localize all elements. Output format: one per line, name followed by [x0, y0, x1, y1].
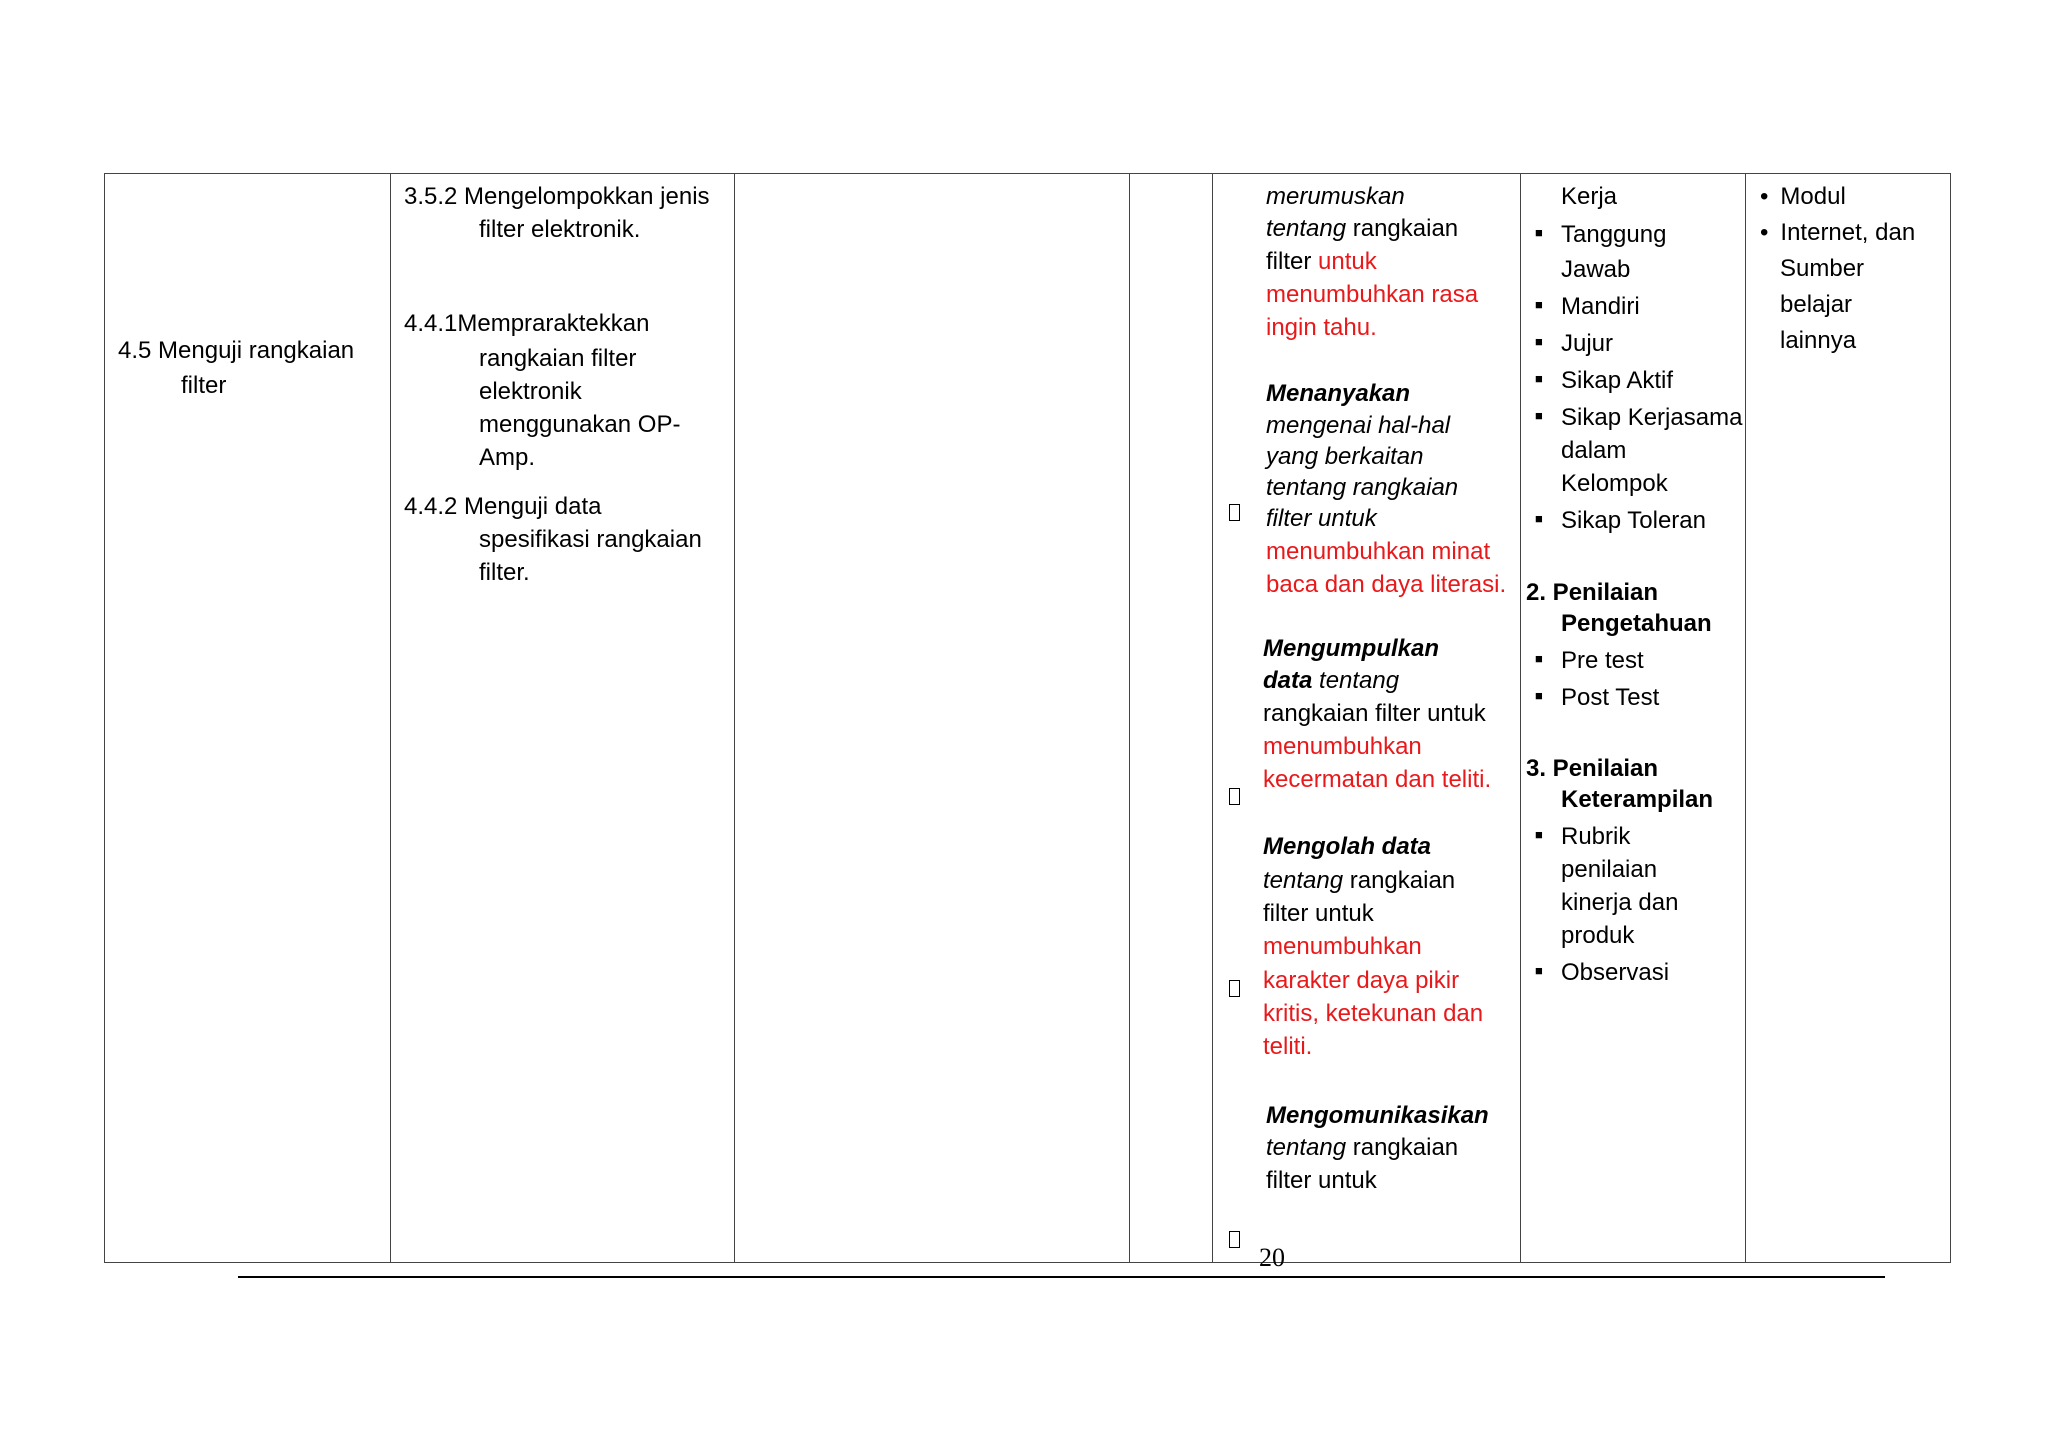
indicator-text: filter elektronik. — [479, 216, 641, 243]
activity-text: menumbuhkan — [1263, 733, 1422, 760]
assessment-item: ■ Rubrik — [1535, 823, 1631, 850]
assessment-item: ■ Sikap Toleran — [1535, 507, 1706, 534]
indicator-text: rangkaian filter — [479, 345, 637, 372]
assessment-item: ■ Sikap Kerjasama — [1535, 404, 1743, 431]
activity-text: baca dan daya literasi. — [1266, 571, 1507, 598]
indicator-text: spesifikasi rangkaian — [479, 526, 702, 553]
assessment-text: Kerja — [1561, 183, 1618, 210]
assessment-item: ■ Sikap Aktif — [1535, 367, 1674, 394]
resource-text: Sumber — [1780, 255, 1865, 282]
resource-item: • Modul — [1760, 183, 1846, 210]
activity-text: filter untuk — [1263, 900, 1374, 927]
activity-text: filter untuk — [1266, 1167, 1377, 1194]
resource-text: belajar — [1780, 291, 1853, 318]
assessment-text: dalam — [1561, 437, 1627, 464]
assessment-item: ■ Jujur — [1535, 330, 1614, 357]
column-divider — [1745, 173, 1746, 1263]
activity-text: mengenai hal-hal — [1266, 412, 1451, 439]
column-divider — [390, 173, 391, 1263]
activity-text: tentang rangkaian — [1266, 215, 1459, 242]
activity-text: filter untuk — [1266, 248, 1377, 275]
assessment-heading: Keterampilan — [1561, 786, 1714, 813]
resource-item: • Internet, dan — [1760, 219, 1916, 246]
indicator-text: elektronik — [479, 378, 582, 405]
assessment-heading: 3. Penilaian — [1526, 755, 1659, 782]
activity-text: tentang rangkaian — [1266, 474, 1459, 501]
activity-text: filter untuk — [1266, 505, 1377, 532]
activity-heading: Menanyakan — [1266, 380, 1411, 407]
indicator-text: 3.5.2 Mengelompokkan jenis — [404, 183, 710, 210]
column-divider — [1129, 173, 1130, 1263]
column-divider — [734, 173, 735, 1263]
table-frame — [104, 173, 1951, 1263]
column-divider — [1520, 173, 1521, 1263]
assessment-item: ■ Observasi — [1535, 959, 1670, 986]
resource-text: lainnya — [1780, 327, 1857, 354]
activity-heading: Mengomunikasikan — [1266, 1102, 1489, 1129]
assessment-text: penilaian — [1561, 856, 1658, 883]
indicator-text: 4.4.1Mempraraktekkan — [404, 310, 650, 337]
activity-text: karakter daya pikir — [1263, 967, 1460, 994]
activity-text: tentang rangkaian — [1266, 1134, 1459, 1161]
assessment-heading: Pengetahuan — [1561, 610, 1712, 637]
activity-text: menumbuhkan minat — [1266, 538, 1491, 565]
activity-text: menumbuhkan — [1263, 933, 1422, 960]
checkbox-icon — [1229, 788, 1240, 805]
assessment-text: Jawab — [1561, 256, 1631, 283]
activity-heading: Mengolah data — [1263, 833, 1432, 860]
indicator-text: 4.4.2 Menguji data — [404, 493, 602, 520]
activity-text: teliti. — [1263, 1033, 1313, 1060]
activity-text: rangkaian filter untuk — [1263, 700, 1486, 727]
footer-rule — [238, 1276, 1885, 1278]
assessment-text: produk — [1561, 922, 1635, 949]
page-number: 20 — [1259, 1243, 1285, 1272]
indicator-text: Amp. — [479, 444, 536, 471]
indicator-text: menggunakan OP- — [479, 411, 681, 438]
activity-text: yang berkaitan — [1266, 443, 1424, 470]
assessment-item: ■ Mandiri — [1535, 293, 1640, 320]
activity-text: kritis, ketekunan dan — [1263, 1000, 1484, 1027]
activity-heading: data tentang — [1263, 667, 1400, 694]
indicator-text: filter. — [479, 559, 530, 586]
assessment-item: ■ Pre test — [1535, 647, 1644, 674]
activity-text: ingin tahu. — [1266, 314, 1377, 341]
activity-text: kecermatan dan teliti. — [1263, 766, 1492, 793]
checkbox-icon — [1229, 980, 1240, 997]
activity-heading: Mengumpulkan — [1263, 635, 1440, 662]
assessment-text: Kelompok — [1561, 470, 1668, 497]
activity-text: merumuskan — [1266, 183, 1405, 210]
assessment-item: ■ Tanggung — [1535, 221, 1667, 248]
column-divider — [1212, 173, 1213, 1263]
checkbox-icon — [1229, 1231, 1240, 1248]
assessment-item: ■ Post Test — [1535, 684, 1660, 711]
competency-item: 4.5 Menguji rangkaian — [118, 337, 355, 364]
checkbox-icon — [1229, 504, 1240, 521]
assessment-text: kinerja dan — [1561, 889, 1679, 916]
assessment-heading: 2. Penilaian — [1526, 579, 1659, 606]
competency-item-cont: filter — [181, 372, 227, 399]
activity-text: tentang rangkaian — [1263, 867, 1456, 894]
activity-text: menumbuhkan rasa — [1266, 281, 1479, 308]
